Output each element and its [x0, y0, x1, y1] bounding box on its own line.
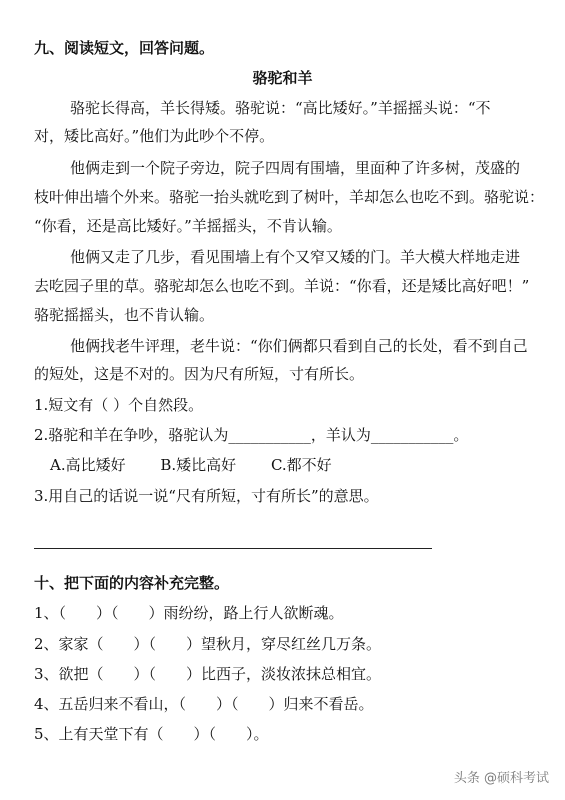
passage-title: 骆驼和羊: [252, 69, 313, 87]
question-3: 3.用自己的话说一说“尺有所短，寸有所长”的意思。: [34, 487, 379, 505]
fill-item: 5、上有天堂下有（ ）（ ）。: [34, 725, 269, 743]
fill-item: 1、（ ）（ ）雨纷纷，路上行人欲断魂。: [34, 604, 344, 622]
fill-item: 2、家家（ ）（ ）望秋月，穿尽红丝几万条。: [34, 635, 382, 653]
watermark: 头条 @硕科考试: [453, 771, 549, 786]
passage-line: 骆驼摇摇头，也不肯认输。: [34, 306, 215, 324]
option-c: C.都不好: [270, 456, 332, 474]
passage-line: 枝叶伸出墙个外来。骆驼一抬头就吃到了树叶，羊却怎么也吃不到。骆驼说：: [34, 188, 545, 206]
passage-line: 对，矮比高好。”他们为此吵个不停。: [34, 127, 275, 145]
passage-line: 骆驼长得高，羊长得矮。骆驼说：“高比矮好。”羊摇摇头说：“不: [70, 99, 491, 117]
answer-options: [34, 455, 535, 475]
question-2: 2.骆驼和羊在争吵，骆驼认为___________，羊认为___________。: [34, 426, 469, 444]
passage-line: 他俩又走了几步，看见围墙上有个又窄又矮的门。羊大模大样地走进: [70, 248, 521, 266]
fill-item: 3、欲把（ ）（ ）比西子，淡妆浓抹总相宜。: [34, 665, 382, 683]
option-a: A.高比矮好: [50, 456, 126, 474]
section-9-heading: 九、阅读短文，回答问题。: [34, 39, 215, 57]
question-1: 1.短文有（ ）个自然段。: [34, 396, 204, 414]
option-b: B.矮比高好: [160, 456, 237, 474]
answer-line: [34, 548, 432, 549]
section-10-heading: 十、把下面的内容补充完整。: [34, 574, 230, 592]
fill-item: 4、五岳归来不看山，（ ）（ ）归来不看岳。: [34, 695, 374, 713]
passage-line: 他俩走到一个院子旁边，院子四周有围墙，里面种了许多树，茂盛的: [70, 159, 521, 177]
passage-line: 他俩找老牛评理，老牛说：“你们俩都只看到自己的长处，看不到自己: [70, 337, 528, 355]
passage-line: 的短处，这是不对的。因为尺有所短，寸有所长。: [34, 365, 365, 383]
passage-line: 去吃园子里的草。骆驼却怎么也吃不到。羊说：“你看，还是矮比高好吧！”: [34, 277, 530, 295]
passage-line: “你看，还是高比矮好。”羊摇摇头，不肯认输。: [34, 217, 342, 235]
